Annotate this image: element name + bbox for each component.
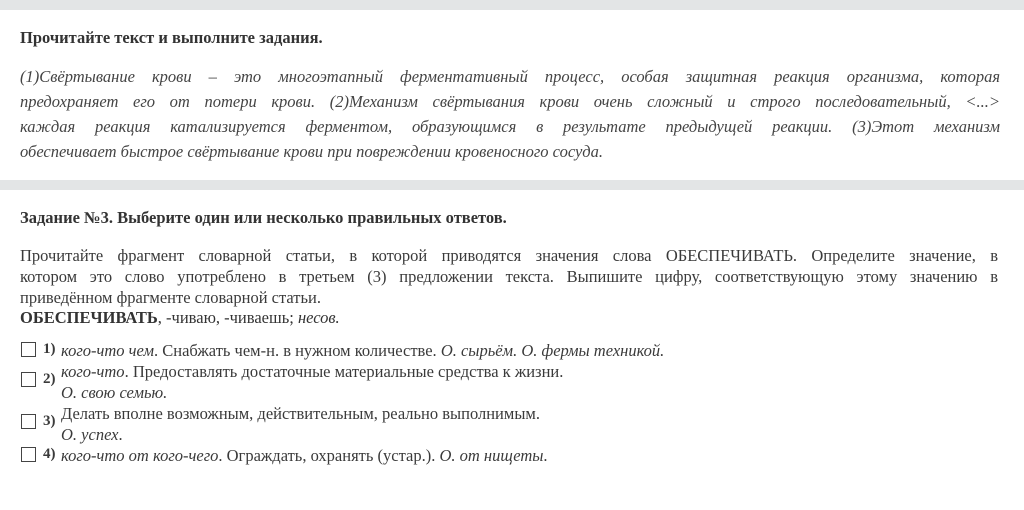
definition-text: . Ограждать, охранять (устар.). bbox=[218, 446, 440, 465]
answer-option-3[interactable] bbox=[21, 403, 1011, 445]
example-text: О. от нищеты bbox=[439, 446, 544, 465]
answer-text-line bbox=[61, 424, 123, 445]
source-text bbox=[20, 64, 1000, 164]
example-text: кого-что bbox=[61, 362, 125, 381]
entry-forms: , -чиваю, -чиваешь; bbox=[157, 308, 298, 327]
definition-text: . bbox=[118, 425, 123, 444]
answer-checkbox-2[interactable] bbox=[21, 372, 36, 387]
entry-word: ОБЕСПЕЧИВАТЬ bbox=[20, 308, 158, 327]
answer-checkbox-4[interactable] bbox=[21, 447, 36, 462]
text-section-heading: Прочитайте текст и выполните задания. bbox=[20, 28, 323, 47]
instruction-line: котором это слово употреблено в третьем (3) предложении текста. Выпишите цифру, соответствующую этому значению в bbox=[20, 267, 998, 286]
example-text: кого-что от кого-чего bbox=[61, 446, 219, 465]
answer-checkbox-3[interactable] bbox=[21, 414, 36, 429]
example-text: О. сырьём. О. фермы техникой. bbox=[440, 341, 665, 360]
source-text-line: (1)Свёртывание крови – это многоэтапный ферментативный процесс, особая защитная реакция организма, которая bbox=[20, 67, 1000, 86]
answer-text-line bbox=[61, 382, 167, 403]
example-text: кого-что чем bbox=[61, 341, 154, 360]
source-text-line: каждая реакция катализируется ферментом, образующимся в результате предыдущей реакции. (3)Этот механизм bbox=[20, 117, 1000, 136]
answer-number: 3) bbox=[43, 413, 56, 429]
definition-text: Делать вполне возможным, действительным, реально выполнимым. bbox=[61, 404, 540, 423]
answer-option-2[interactable] bbox=[21, 361, 1011, 403]
example-text: О. свою семью. bbox=[61, 383, 168, 402]
instruction-line: приведённом фрагменте словарной статьи. bbox=[20, 288, 321, 307]
source-text-line: предохраняет его от потери крови. (2)Механизм свёртывания крови очень сложный и строго последовательный, <...> bbox=[20, 92, 1000, 111]
instruction-line: Прочитайте фрагмент словарной статьи, в которой приводятся значения слова ОБЕСПЕЧИВАТЬ. Определите значение, в bbox=[20, 246, 998, 265]
definition-text: . Предоставлять достаточные материальные средства к жизни. bbox=[124, 362, 564, 381]
definition-text: . bbox=[543, 446, 548, 465]
entry-aspect: несов. bbox=[297, 308, 340, 327]
answer-option-1[interactable] bbox=[21, 340, 1011, 361]
answer-number: 2) bbox=[43, 371, 56, 387]
answer-text-line bbox=[61, 403, 540, 424]
top-divider-band bbox=[0, 0, 1024, 10]
answer-text-line bbox=[61, 445, 548, 466]
answer-option-4[interactable] bbox=[21, 445, 1011, 466]
task-heading: Задание №3. Выберите один или несколько правильных ответов. bbox=[20, 208, 507, 227]
dictionary-entry-header bbox=[20, 308, 340, 328]
definition-text: . Снабжать чем-н. в нужном количестве. bbox=[154, 341, 441, 360]
answer-checkbox-1[interactable] bbox=[21, 342, 36, 357]
section-divider-band bbox=[0, 180, 1024, 190]
example-text: О. успех bbox=[61, 425, 119, 444]
answer-text-line bbox=[61, 340, 664, 361]
task-instruction bbox=[20, 245, 998, 308]
answer-number: 1) bbox=[43, 341, 56, 357]
source-text-line: обеспечивает быстрое свёртывание крови при повреждении кровеносного сосуда. bbox=[20, 142, 604, 161]
answer-text-line bbox=[61, 361, 563, 382]
answer-number: 4) bbox=[43, 446, 56, 462]
